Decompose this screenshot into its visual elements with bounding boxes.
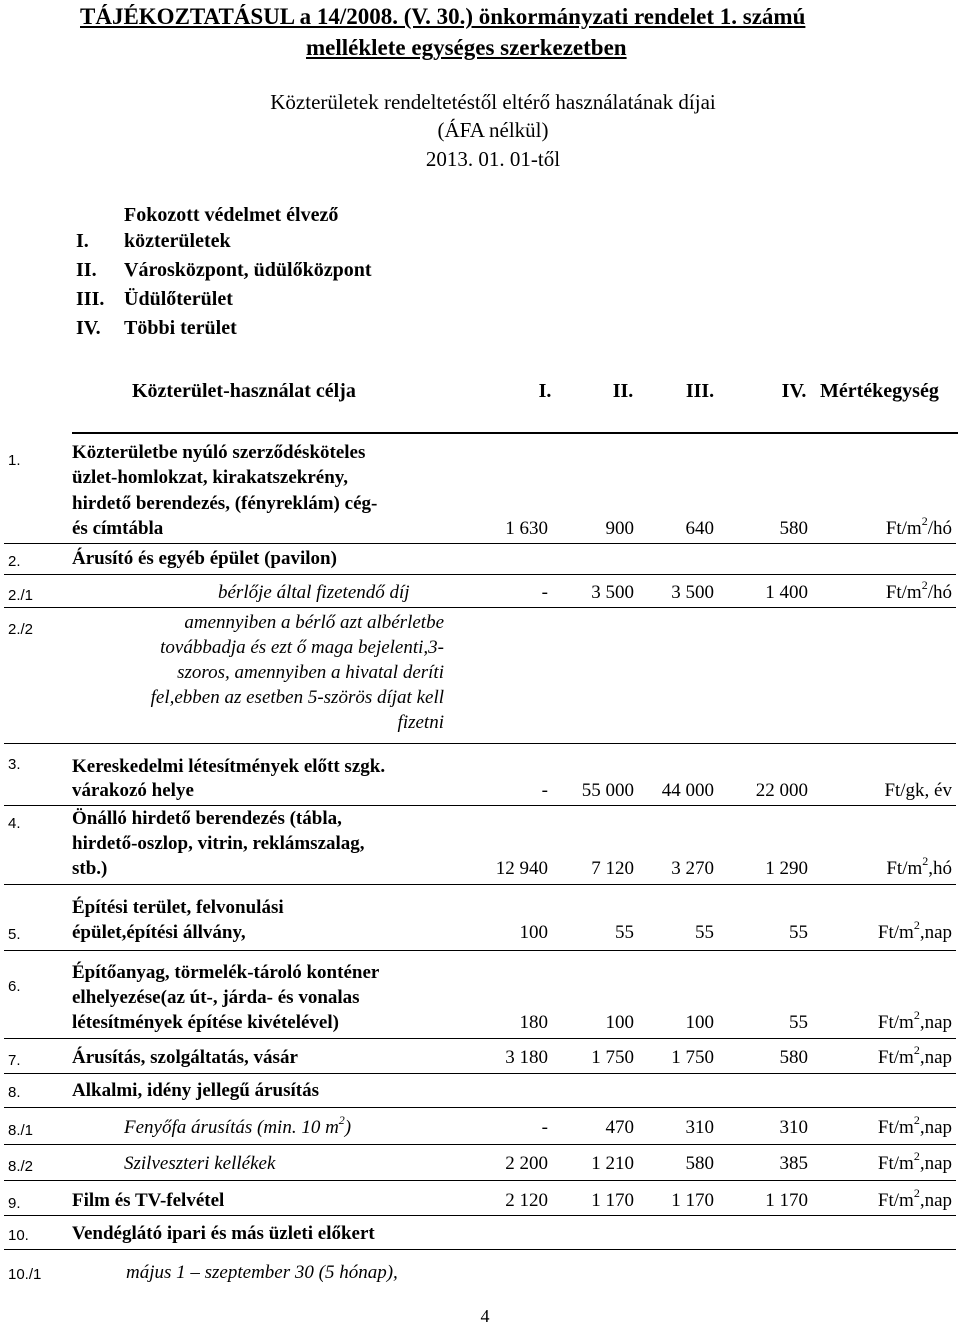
unit-cell: Ft/gk, év xyxy=(884,780,952,801)
value-zone-3: 44 000 xyxy=(661,780,714,801)
value-zone-3: 3 500 xyxy=(671,582,714,603)
zone-1-num: I. xyxy=(76,230,89,252)
row-rule xyxy=(4,607,956,608)
row-label: hirdető berendezés, (fényreklám) cég- xyxy=(72,493,378,514)
unit-text: Ft/m xyxy=(885,518,922,539)
page-number: 4 xyxy=(480,1306,490,1326)
date-note: 2013. 01. 01-től xyxy=(425,147,561,171)
label-text: Fenyőfa árusítás (min. 10 m xyxy=(124,1117,339,1138)
value-zone-1: 2 120 xyxy=(505,1190,548,1211)
unit-suffix: ,hó xyxy=(928,858,952,879)
value-zone-2: 900 xyxy=(605,518,634,539)
row-rule xyxy=(4,950,956,951)
row-rule xyxy=(4,884,956,885)
value-zone-2: 470 xyxy=(605,1117,634,1138)
row-number: 8./2 xyxy=(8,1158,34,1175)
value-zone-3: 1 750 xyxy=(671,1047,714,1068)
doc-title-line1: TÁJÉKOZTATÁSUL a 14/2008. (V. 30.) önkormányzati rendelet 1. számú xyxy=(80,4,806,29)
vat-note: (ÁFA nélkül) xyxy=(437,118,549,142)
row-number: 1. xyxy=(8,452,21,469)
row-number: 8. xyxy=(8,1084,21,1101)
row-label: Építőanyag, törmelék-tároló konténer xyxy=(72,962,380,983)
row-label: szoros, amennyiben a hivatal deríti xyxy=(177,662,444,683)
zone-1-label-line1: Fokozott védelmet élvező xyxy=(124,204,339,226)
value-zone-2: 7 120 xyxy=(591,858,634,879)
row-label: hirdető-oszlop, vitrin, reklámszalag, xyxy=(72,833,365,854)
row-number: 8./1 xyxy=(8,1122,34,1139)
row-label: Építési terület, felvonulási xyxy=(72,897,284,918)
unit-exponent: 2 xyxy=(913,1185,920,1200)
row-number: 6. xyxy=(8,978,21,995)
value-zone-4: 580 xyxy=(779,1047,808,1068)
unit-suffix: ,nap xyxy=(919,1012,952,1033)
unit-suffix: ,nap xyxy=(919,1190,952,1211)
value-zone-3: 1 170 xyxy=(671,1190,714,1211)
unit-suffix: ,nap xyxy=(919,1153,952,1174)
row-label: Árusítás, szolgáltatás, vásár xyxy=(72,1047,298,1068)
doc-subtitle: Közterületek rendeltetéstől eltérő használatának díjai xyxy=(270,90,716,114)
value-zone-4: 1 400 xyxy=(765,582,808,603)
unit-suffix: /hó xyxy=(927,518,952,539)
value-zone-3: 100 xyxy=(685,1012,714,1033)
zone-4-label: Többi terület xyxy=(124,317,237,339)
value-zone-4: 55 xyxy=(789,1012,808,1033)
row-rule xyxy=(4,805,956,806)
row-rule xyxy=(4,1180,956,1181)
row-label: üzlet-homlokzat, kirakatszekrény, xyxy=(72,467,349,488)
value-zone-1: 100 xyxy=(519,922,548,943)
row-rule xyxy=(4,543,956,544)
unit-cell xyxy=(820,853,952,880)
value-zone-1: 12 940 xyxy=(495,858,548,879)
row-rule xyxy=(4,1249,956,1250)
unit-exponent: 2 xyxy=(921,513,928,528)
col-purpose: Közterület-használat célja xyxy=(132,380,356,402)
value-zone-4: 580 xyxy=(779,518,808,539)
value-zone-4: 22 000 xyxy=(755,780,808,801)
value-zone-2: 1 750 xyxy=(591,1047,634,1068)
unit-exponent: 2 xyxy=(913,1042,920,1057)
unit-cell xyxy=(820,1148,952,1175)
row-number: 4. xyxy=(8,815,21,832)
row-rule xyxy=(4,1107,956,1108)
value-zone-3: 3 270 xyxy=(671,858,714,879)
unit-suffix: /hó xyxy=(927,582,952,603)
row-label: elhelyezése(az út-, járda- és vonalas xyxy=(72,987,360,1008)
unit-exponent: 2 xyxy=(913,917,920,932)
value-zone-1: 2 200 xyxy=(505,1153,548,1174)
row-rule xyxy=(4,1073,956,1074)
row-label: Szilveszteri kellékek xyxy=(124,1153,276,1174)
row-label: továbbadja és ezt ő maga bejelenti,3- xyxy=(160,637,444,658)
col-unit: Mértékegység xyxy=(820,380,939,402)
unit-text: Ft/m xyxy=(877,1117,914,1138)
value-zone-4: 310 xyxy=(779,1117,808,1138)
row-label: várakozó helye xyxy=(72,780,194,801)
row-number: 9. xyxy=(8,1195,21,1212)
row-rule xyxy=(4,1144,956,1145)
label-exponent: 2 xyxy=(338,1112,345,1127)
unit-text: Ft/m xyxy=(877,1012,914,1033)
value-zone-3: 580 xyxy=(685,1153,714,1174)
label-suffix: ) xyxy=(344,1117,352,1138)
row-label: Film és TV-felvétel xyxy=(72,1190,225,1211)
unit-cell xyxy=(820,1042,952,1069)
row-number: 2./2 xyxy=(8,621,34,638)
zone-2-label: Városközpont, üdülőközpont xyxy=(124,259,372,281)
unit-exponent: 2 xyxy=(922,853,929,868)
row-label: Vendéglátó ipari és más üzleti előkert xyxy=(72,1223,375,1244)
value-zone-2: 55 000 xyxy=(581,780,634,801)
row-label: amennyiben a bérlő azt albérletbe xyxy=(184,612,444,633)
row-label: stb.) xyxy=(72,858,108,879)
unit-suffix: ,nap xyxy=(919,1047,952,1068)
row-number: 7. xyxy=(8,1052,21,1069)
unit-text: Ft/m xyxy=(885,582,922,603)
unit-suffix: ,nap xyxy=(919,922,952,943)
unit-cell xyxy=(820,1185,952,1212)
value-zone-2: 3 500 xyxy=(591,582,634,603)
col-zone-2: II. xyxy=(612,380,634,402)
unit-cell xyxy=(820,577,952,604)
zone-2-num: II. xyxy=(76,259,97,281)
row-label: bérlője által fizetendő díj xyxy=(218,582,410,603)
row-rule xyxy=(4,1038,956,1039)
row-label: Kereskedelmi létesítmények előtt szgk. xyxy=(72,756,386,777)
row-number: 2. xyxy=(8,553,21,570)
unit-text: Ft/m xyxy=(877,1047,914,1068)
value-zone-1: 1 630 xyxy=(505,518,548,539)
unit-exponent: 2 xyxy=(913,1148,920,1163)
row-label: épület,építési állvány, xyxy=(72,922,246,943)
row-label: létesítmények építése kivételével) xyxy=(72,1012,339,1033)
row-label: Alkalmi, idény jellegű árusítás xyxy=(72,1080,320,1101)
row-label: és címtábla xyxy=(72,518,164,539)
value-zone-1: - xyxy=(541,1117,548,1138)
col-zone-3: III. xyxy=(685,380,715,402)
value-zone-4: 1 170 xyxy=(765,1190,808,1211)
row-number: 10./1 xyxy=(8,1266,42,1283)
value-zone-4: 385 xyxy=(779,1153,808,1174)
unit-exponent: 2 xyxy=(921,577,928,592)
value-zone-1: 3 180 xyxy=(505,1047,548,1068)
unit-text: Ft/m xyxy=(886,858,923,879)
col-zone-4: IV. xyxy=(781,380,807,402)
unit-suffix: ,nap xyxy=(919,1117,952,1138)
row-rule xyxy=(4,1215,956,1216)
value-zone-3: 640 xyxy=(685,518,714,539)
unit-cell xyxy=(820,1007,952,1034)
value-zone-1: 180 xyxy=(519,1012,548,1033)
value-zone-2: 1 170 xyxy=(591,1190,634,1211)
header-rule xyxy=(72,432,958,434)
value-zone-3: 55 xyxy=(695,922,714,943)
doc-title-line2: melléklete egységes szerkezetben xyxy=(306,35,627,60)
unit-text: Ft/m xyxy=(877,1190,914,1211)
row-rule xyxy=(4,574,956,575)
unit-exponent: 2 xyxy=(913,1007,920,1022)
value-zone-2: 55 xyxy=(615,922,634,943)
row-number: 10. xyxy=(8,1227,29,1244)
unit-text: Ft/m xyxy=(877,922,914,943)
value-zone-3: 310 xyxy=(685,1117,714,1138)
unit-text: Ft/m xyxy=(877,1153,914,1174)
zone-4-num: IV. xyxy=(76,317,101,339)
unit-cell xyxy=(820,513,952,540)
row-label: fizetni xyxy=(397,712,444,733)
row-label: Közterületbe nyúló szerződésköteles xyxy=(72,442,366,463)
row-label: május 1 – szeptember 30 (5 hónap), xyxy=(126,1262,398,1283)
unit-cell xyxy=(820,1112,952,1139)
row-number: 3. xyxy=(8,756,21,773)
row-number: 5. xyxy=(8,926,21,943)
value-zone-4: 1 290 xyxy=(765,858,808,879)
row-number: 2./1 xyxy=(8,587,34,604)
value-zone-2: 100 xyxy=(605,1012,634,1033)
unit-cell xyxy=(820,917,952,944)
col-zone-1: I. xyxy=(538,380,552,402)
row-label: Önálló hirdető berendezés (tábla, xyxy=(72,808,342,829)
zone-3-label: Üdülőterület xyxy=(124,288,233,310)
row-label: fel,ebben az esetben 5-szörös díjat kell xyxy=(150,687,444,708)
zone-1-label-line2: közterületek xyxy=(124,230,231,252)
row-rule xyxy=(4,743,956,744)
zone-3-num: III. xyxy=(76,288,105,310)
value-zone-1: - xyxy=(541,582,548,603)
unit-exponent: 2 xyxy=(913,1112,920,1127)
row-label xyxy=(124,1112,352,1139)
row-label: Árusító és egyéb épület (pavilon) xyxy=(72,548,337,569)
value-zone-1: - xyxy=(541,780,548,801)
value-zone-2: 1 210 xyxy=(591,1153,634,1174)
value-zone-4: 55 xyxy=(789,922,808,943)
